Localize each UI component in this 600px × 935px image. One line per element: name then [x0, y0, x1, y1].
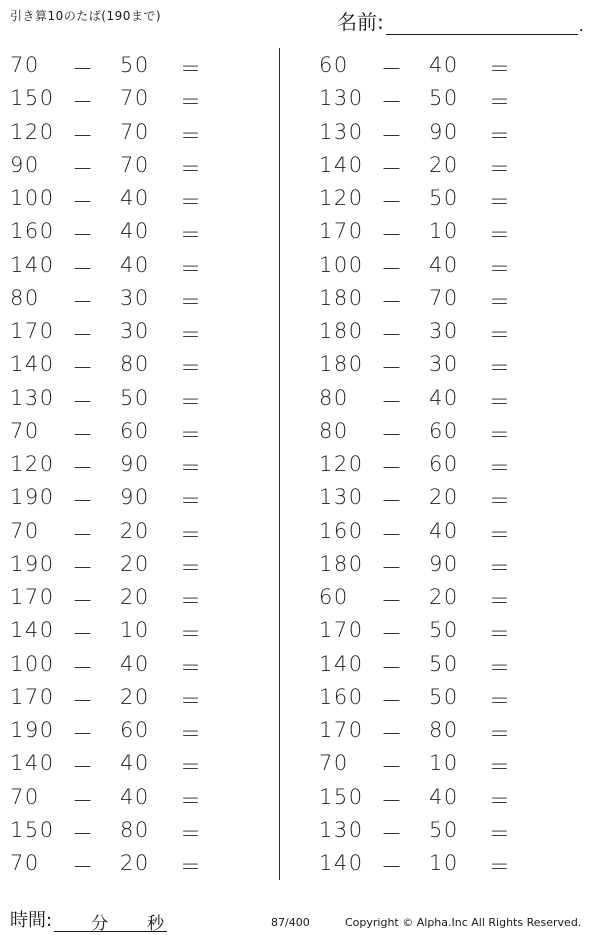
name-end-dot: . — [578, 16, 584, 35]
minus-sign: － — [72, 156, 93, 181]
subtrahend: 80 — [120, 817, 150, 842]
problem-row — [0, 680, 280, 713]
minuend: 160 — [319, 518, 364, 543]
problem-row — [309, 647, 589, 680]
equals-sign: ＝ — [489, 90, 510, 115]
equals-sign: ＝ — [489, 323, 510, 347]
subtrahend: 20 — [120, 518, 150, 543]
minuend: 70 — [10, 784, 40, 809]
minuend: 140 — [10, 352, 55, 377]
minuend: 100 — [10, 651, 55, 676]
minuend: 160 — [10, 219, 55, 244]
subtrahend: 90 — [429, 551, 459, 576]
minus-sign: － — [72, 522, 93, 547]
subtrahend: 40 — [120, 784, 150, 809]
equals-sign: ＝ — [180, 722, 201, 746]
subtrahend: 60 — [120, 718, 150, 742]
subtrahend: 50 — [429, 186, 459, 210]
subtrahend: 40 — [429, 252, 459, 277]
minus-sign: － — [381, 821, 402, 846]
minus-sign: － — [381, 589, 402, 613]
minus-sign: － — [72, 755, 93, 780]
subtrahend: 60 — [429, 418, 459, 443]
equals-sign: ＝ — [180, 555, 201, 580]
problem-row — [0, 647, 280, 680]
minus-sign: － — [72, 356, 93, 381]
equals-sign: ＝ — [489, 655, 510, 680]
minus-sign: － — [381, 256, 402, 281]
problem-row — [0, 314, 280, 347]
minus-sign: － — [72, 821, 93, 846]
minuend: 140 — [319, 651, 364, 676]
minuend: 190 — [10, 485, 55, 510]
equals-sign: ＝ — [489, 688, 510, 713]
equals-sign: ＝ — [489, 256, 510, 281]
equals-sign: ＝ — [489, 123, 510, 148]
subtrahend: 90 — [120, 485, 150, 510]
minuend: 140 — [10, 252, 55, 277]
minuend: 130 — [319, 119, 364, 144]
equals-sign: ＝ — [180, 289, 201, 314]
problem-row — [309, 115, 589, 148]
problem-row — [0, 514, 280, 547]
minus-sign: － — [72, 256, 93, 281]
minuend: 170 — [319, 718, 364, 742]
problem-row — [309, 514, 589, 547]
problem-row — [309, 480, 589, 513]
page-number: 87/400 — [271, 916, 310, 929]
seconds-label: 秒 — [147, 914, 165, 934]
minuend: 170 — [10, 684, 55, 709]
problem-row — [309, 347, 589, 380]
minuend: 140 — [319, 851, 364, 875]
subtrahend: 50 — [429, 817, 459, 842]
equals-sign: ＝ — [489, 622, 510, 647]
minuend: 150 — [10, 817, 55, 842]
problem-row — [309, 713, 589, 746]
equals-sign: ＝ — [489, 289, 510, 314]
problem-row — [0, 414, 280, 447]
minus-sign: － — [381, 489, 402, 514]
minuend: 190 — [10, 718, 55, 742]
equals-sign: ＝ — [180, 422, 201, 447]
subtrahend: 20 — [429, 152, 459, 177]
problem-row — [0, 148, 280, 181]
equals-sign: ＝ — [180, 755, 201, 780]
equals-sign: ＝ — [180, 622, 201, 647]
equals-sign: ＝ — [180, 655, 201, 680]
minuend: 70 — [10, 518, 40, 543]
minus-sign: － — [381, 356, 402, 381]
problem-row — [0, 281, 280, 314]
minus-sign: － — [381, 522, 402, 547]
minus-sign: － — [381, 456, 402, 480]
minuend: 150 — [319, 784, 364, 809]
minus-sign: － — [381, 555, 402, 580]
minus-sign: － — [72, 323, 93, 347]
minus-sign: － — [72, 57, 93, 81]
subtrahend: 30 — [120, 285, 150, 310]
minus-sign: － — [381, 156, 402, 181]
minus-sign: － — [381, 655, 402, 680]
problem-row — [0, 780, 280, 813]
minus-sign: － — [381, 855, 402, 879]
subtrahend: 80 — [429, 718, 459, 742]
subtrahend: 50 — [120, 385, 150, 410]
problem-row — [309, 181, 589, 214]
minuend: 130 — [319, 817, 364, 842]
minus-sign: － — [381, 123, 402, 148]
problem-row — [309, 547, 589, 580]
equals-sign: ＝ — [180, 223, 201, 248]
minuend: 80 — [319, 418, 349, 443]
minuend: 130 — [319, 485, 364, 510]
subtrahend: 30 — [429, 352, 459, 377]
minuend: 120 — [319, 186, 364, 210]
equals-sign: ＝ — [489, 788, 510, 813]
problem-row — [309, 580, 589, 613]
minus-sign: － — [72, 190, 93, 214]
minuend: 180 — [319, 285, 364, 310]
equals-sign: ＝ — [489, 422, 510, 447]
equals-sign: ＝ — [489, 223, 510, 248]
problem-row — [0, 713, 280, 746]
problem-row — [309, 381, 589, 414]
problem-row — [309, 248, 589, 281]
equals-sign: ＝ — [489, 755, 510, 780]
minus-sign: － — [381, 422, 402, 447]
problem-row — [0, 547, 280, 580]
subtrahend: 40 — [120, 186, 150, 210]
subtrahend: 40 — [429, 53, 459, 77]
subtrahend: 30 — [429, 319, 459, 343]
minus-sign: － — [381, 90, 402, 115]
subtrahend: 30 — [120, 319, 150, 343]
equals-sign: ＝ — [489, 389, 510, 414]
minuend: 180 — [319, 352, 364, 377]
minus-sign: － — [72, 722, 93, 746]
problem-row — [0, 480, 280, 513]
minus-sign: － — [381, 622, 402, 647]
minuend: 140 — [319, 152, 364, 177]
problem-row — [0, 214, 280, 247]
name-field-area — [337, 6, 584, 35]
minus-sign: － — [381, 688, 402, 713]
problem-row — [0, 447, 280, 480]
problem-row — [0, 248, 280, 281]
minuend: 190 — [10, 551, 55, 576]
subtrahend: 90 — [429, 119, 459, 144]
equals-sign: ＝ — [489, 855, 510, 879]
minuend: 70 — [319, 751, 349, 776]
minus-sign: － — [72, 855, 93, 879]
time-label: 時間: — [10, 910, 53, 931]
minus-sign: － — [72, 788, 93, 813]
minuend: 150 — [10, 86, 55, 111]
subtrahend: 20 — [120, 585, 150, 609]
minuend: 170 — [10, 319, 55, 343]
equals-sign: ＝ — [489, 190, 510, 214]
minutes-label: 分 — [91, 914, 109, 934]
problem-row — [0, 846, 280, 879]
minuend: 180 — [319, 319, 364, 343]
equals-sign: ＝ — [180, 389, 201, 414]
subtrahend: 70 — [120, 86, 150, 111]
minus-sign: － — [381, 389, 402, 414]
problem-row — [0, 48, 280, 81]
minus-sign: － — [72, 289, 93, 314]
equals-sign: ＝ — [180, 456, 201, 480]
minus-sign: － — [72, 456, 93, 480]
problem-row — [0, 115, 280, 148]
subtrahend: 10 — [120, 618, 150, 643]
problem-row — [309, 746, 589, 779]
subtrahend: 20 — [120, 551, 150, 576]
minuend: 90 — [10, 152, 40, 177]
minuend: 100 — [319, 252, 364, 277]
equals-sign: ＝ — [489, 456, 510, 480]
worksheet-title: 引き算10のたば(190まで) — [10, 9, 162, 23]
problem-row — [0, 746, 280, 779]
subtrahend: 20 — [120, 851, 150, 875]
subtrahend: 10 — [429, 751, 459, 776]
problem-row — [309, 214, 589, 247]
problem-row — [0, 813, 280, 846]
subtrahend: 60 — [429, 452, 459, 476]
equals-sign: ＝ — [180, 821, 201, 846]
time-blank-line[interactable] — [54, 909, 167, 932]
problem-row — [0, 613, 280, 646]
minus-sign: － — [72, 655, 93, 680]
equals-sign: ＝ — [180, 256, 201, 281]
equals-sign: ＝ — [180, 123, 201, 148]
minuend: 130 — [10, 385, 55, 410]
equals-sign: ＝ — [180, 855, 201, 879]
minuend: 140 — [10, 618, 55, 643]
subtrahend: 40 — [120, 651, 150, 676]
equals-sign: ＝ — [489, 555, 510, 580]
equals-sign: ＝ — [180, 788, 201, 813]
equals-sign: ＝ — [180, 688, 201, 713]
problem-row — [309, 846, 589, 879]
subtrahend: 40 — [120, 252, 150, 277]
equals-sign: ＝ — [180, 190, 201, 214]
problem-row — [0, 181, 280, 214]
minuend: 70 — [10, 53, 40, 77]
minuend: 170 — [319, 618, 364, 643]
equals-sign: ＝ — [489, 722, 510, 746]
minuend: 60 — [319, 53, 349, 77]
subtrahend: 90 — [120, 452, 150, 476]
minuend: 130 — [319, 86, 364, 111]
minus-sign: － — [381, 788, 402, 813]
minuend: 60 — [319, 585, 349, 609]
subtrahend: 50 — [429, 618, 459, 643]
equals-sign: ＝ — [489, 57, 510, 81]
minus-sign: － — [72, 589, 93, 613]
minus-sign: － — [72, 90, 93, 115]
minus-sign: － — [72, 688, 93, 713]
subtrahend: 60 — [120, 418, 150, 443]
equals-sign: ＝ — [180, 589, 201, 613]
problem-row — [309, 780, 589, 813]
equals-sign: ＝ — [489, 356, 510, 381]
equals-sign: ＝ — [489, 489, 510, 514]
problem-row — [0, 347, 280, 380]
minus-sign: － — [72, 622, 93, 647]
equals-sign: ＝ — [489, 522, 510, 547]
problem-row — [0, 381, 280, 414]
minus-sign: － — [381, 755, 402, 780]
right-problem-column — [309, 48, 589, 879]
minuend: 160 — [319, 684, 364, 709]
minuend: 70 — [10, 851, 40, 875]
minuend: 100 — [10, 186, 55, 210]
problem-row — [309, 813, 589, 846]
problem-row — [309, 148, 589, 181]
problem-row — [309, 81, 589, 114]
minus-sign: － — [72, 422, 93, 447]
problem-row — [0, 580, 280, 613]
equals-sign: ＝ — [489, 589, 510, 613]
minuend: 70 — [10, 418, 40, 443]
subtrahend: 50 — [429, 684, 459, 709]
minuend: 180 — [319, 551, 364, 576]
equals-sign: ＝ — [489, 156, 510, 181]
minus-sign: － — [381, 289, 402, 314]
problem-row — [309, 447, 589, 480]
minuend: 120 — [10, 452, 55, 476]
equals-sign: ＝ — [180, 156, 201, 181]
left-problem-column — [0, 48, 280, 879]
time-field-area — [10, 906, 167, 932]
minus-sign: － — [381, 190, 402, 214]
subtrahend: 40 — [120, 219, 150, 244]
equals-sign: ＝ — [180, 90, 201, 115]
minuend: 80 — [10, 285, 40, 310]
problem-row — [0, 81, 280, 114]
subtrahend: 40 — [120, 751, 150, 776]
subtrahend: 40 — [429, 784, 459, 809]
subtrahend: 70 — [120, 119, 150, 144]
subtrahend: 40 — [429, 518, 459, 543]
equals-sign: ＝ — [180, 522, 201, 547]
problem-row — [309, 314, 589, 347]
equals-sign: ＝ — [180, 356, 201, 381]
subtrahend: 20 — [120, 684, 150, 709]
equals-sign: ＝ — [180, 489, 201, 514]
minus-sign: － — [381, 323, 402, 347]
minuend: 120 — [10, 119, 55, 144]
subtrahend: 40 — [429, 385, 459, 410]
minus-sign: － — [381, 223, 402, 248]
subtrahend: 50 — [120, 53, 150, 77]
subtrahend: 50 — [429, 86, 459, 111]
subtrahend: 70 — [120, 152, 150, 177]
minuend: 170 — [10, 585, 55, 609]
name-blank-line[interactable] — [386, 12, 578, 35]
minuend: 120 — [319, 452, 364, 476]
minus-sign: － — [72, 389, 93, 414]
equals-sign: ＝ — [180, 57, 201, 81]
minus-sign: － — [72, 555, 93, 580]
minuend: 170 — [319, 219, 364, 244]
minuend: 140 — [10, 751, 55, 776]
problem-row — [309, 48, 589, 81]
problem-row — [309, 613, 589, 646]
problem-row — [309, 414, 589, 447]
subtrahend: 10 — [429, 219, 459, 244]
problem-row — [309, 680, 589, 713]
equals-sign: ＝ — [489, 821, 510, 846]
copyright-notice: Copyright © Alpha.Inc All Rights Reserved. — [345, 916, 582, 929]
subtrahend: 80 — [120, 352, 150, 377]
minus-sign: － — [72, 489, 93, 514]
name-label: 名前: — [337, 10, 384, 34]
problem-row — [309, 281, 589, 314]
minus-sign: － — [381, 722, 402, 746]
minus-sign: － — [72, 223, 93, 248]
minus-sign: － — [72, 123, 93, 148]
subtrahend: 20 — [429, 485, 459, 510]
subtrahend: 20 — [429, 585, 459, 609]
subtrahend: 70 — [429, 285, 459, 310]
subtrahend: 50 — [429, 651, 459, 676]
subtrahend: 10 — [429, 851, 459, 875]
equals-sign: ＝ — [180, 323, 201, 347]
minus-sign: － — [381, 57, 402, 81]
minuend: 80 — [319, 385, 349, 410]
